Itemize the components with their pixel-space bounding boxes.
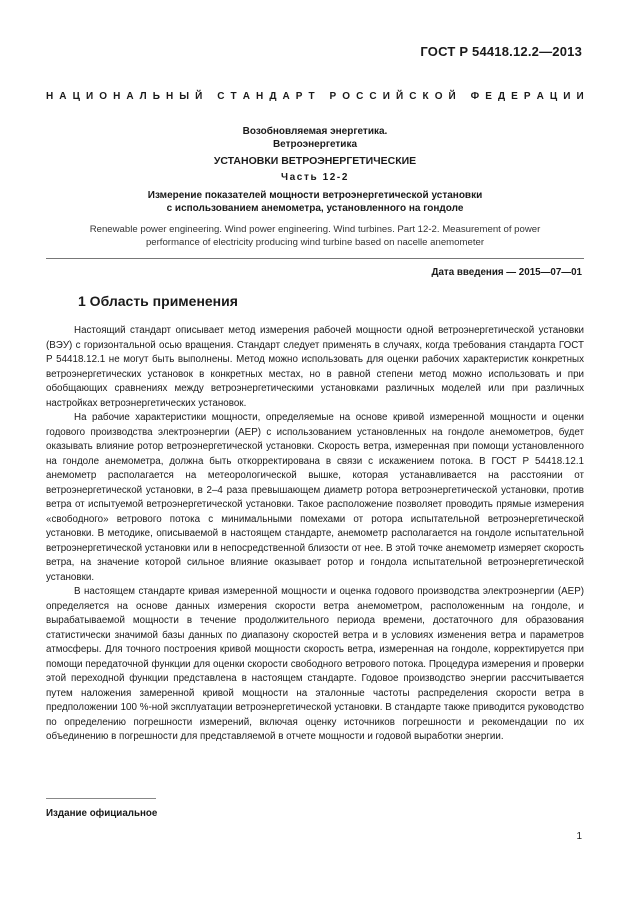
part-label: Часть 12-2 — [281, 172, 349, 183]
heading-letter: Н — [46, 91, 54, 102]
heading-letter: Л — [139, 91, 147, 102]
heading-letter: Ф — [470, 91, 480, 102]
heading-letter: А — [59, 91, 67, 102]
heading-letter: С — [217, 91, 225, 102]
footer-divider — [46, 798, 156, 799]
paragraph: В настоящем стандарте кривая измеренной мощности и оценка годового производства электроэнергии (АЕР) определяется на основе данных измерения скорости ветра анемометром, расположенным на гондоле, и вырабатываемой мощности в течение продолжительного периода времени, достаточного для образования статистически значимой базы данных по диапазону скоростей ветра и в условиях изменения ветра и параметров атмосферы. Для точного построения кривой мощности скорость ветра, измеренная на гондоле, корректируется при помощи передаточной функции для оценки скорости свободного ветрового потока. Процедура измерения и проверки этой переходной функции представлена в настоящем стандарте. Годовое производство энергии рассчитывается путем наложения замеренной кривой мощности на эталонные частоты распределения скорости ветра в предположении 100 %-ной эксплуатации ветроэнергетической установки. В стандарте также приводится руководство по определению погрешности измерений, включая оценку источников погрешности и рекомендации по их объединению в погрешности для представляемой в отчете мощности и годовой выработки энергии. — [46, 586, 584, 742]
official-edition-label: Издание официальное — [46, 808, 158, 819]
heading-letter: А — [536, 91, 544, 102]
heading-letter: А — [282, 91, 290, 102]
heading-letter: И — [563, 91, 571, 102]
title-line-1: Возобновляемая энергетика. — [242, 126, 388, 137]
heading-letter: Е — [511, 91, 518, 102]
title-line-2: Ветроэнергетика — [272, 139, 358, 150]
heading-letter: И — [576, 91, 584, 102]
paragraph: Настоящий стандарт описывает метод измерения рабочей мощности одной ветроэнергетической установки (ВЭУ) с горизонтальной осью вращения. Стандарт следует применять в случаях, когда требования стандарта ГОСТ Р 54418.12.1 не могут быть выполнены. Метод можно использовать для оценки рабочих характеристик конкретных ветроэнергетических установок в конкретных местах, но в равной степени метод можно использовать и при обобщающих сравнениях между ветроэнергетическими установками различных моделей или при различных настройках ветроэнергетических установок. — [46, 325, 584, 409]
national-standard-heading — [46, 91, 584, 102]
page-number: 1 — [576, 831, 582, 842]
heading-letter: Н — [166, 91, 174, 102]
heading-letter: О — [434, 91, 443, 102]
subtitle-line-1: Измерение показателей мощности ветроэнергетической установки — [147, 190, 483, 201]
heading-letter: А — [242, 91, 250, 102]
heading-letter: А — [126, 91, 134, 102]
document-code: ГОСТ Р 54418.12.2—2013 — [420, 44, 582, 59]
section-heading: 1 Область применения — [78, 293, 238, 309]
introduction-date: Дата введения — 2015—07—01 — [431, 267, 582, 278]
english-title-line-1: Renewable power engineering. Wind power engineering. Wind turbines. Part 12-2. Measurement of power — [89, 224, 541, 235]
heading-letter: С — [356, 91, 364, 102]
heading-letter: Е — [485, 91, 492, 102]
english-title-line-2: performance of electricity producing wind turbine based on nacelle anemometer — [145, 236, 485, 248]
heading-letter — [208, 91, 211, 102]
heading-letter: Н — [113, 91, 121, 102]
heading-letter: Ы — [179, 91, 190, 102]
heading-letter: Д — [269, 91, 277, 102]
heading-letter: Й — [395, 91, 404, 102]
heading-letter: Т — [230, 91, 237, 102]
heading-letter: Ц — [72, 91, 80, 102]
heading-letter: И — [85, 91, 94, 102]
heading-letter: Р — [329, 91, 337, 102]
divider — [46, 258, 584, 259]
heading-letter: Й — [448, 91, 456, 102]
heading-letter — [462, 91, 465, 102]
heading-letter: Р — [295, 91, 303, 102]
title-line-3: УСТАНОВКИ ВЕТРОЭНЕРГЕТИЧЕСКИЕ — [213, 155, 417, 167]
section-body — [46, 324, 584, 745]
subtitle-line-2: с использованием анемометра, установленного на гондоле — [166, 202, 464, 214]
heading-letter: И — [382, 91, 390, 102]
heading-letter: Р — [523, 91, 531, 102]
heading-letter — [321, 91, 324, 102]
heading-letter: С — [409, 91, 417, 102]
heading-letter: Д — [497, 91, 506, 102]
heading-letter: Ц — [549, 91, 558, 102]
heading-letter: Й — [195, 91, 203, 102]
heading-letter: О — [342, 91, 351, 102]
paragraph: На рабочие характеристики мощности, определяемые на основе кривой измеренной мощности и оценки годового производства электроэнергии (АЕР) с использованием установленных на гондоле анемометров, будет оказывать влияние ротор ветроэнергетической установки. Скорость ветра, измеренная при помощи установленного на гондоле анемометра, должна быть откорректирована в связи с искажением потока. В ГОСТ Р 54418.12.1 анемометр располагается на метеорологической вышке, которая устанавливается на расстоянии от ветроэнергетической установки, в 2–4 раза превышающем диаметр ротора ветроэнергетической установки, против ветра от испытуемой ветроэнергетической установки. Такое расположение позволяет проводить прямые измерения «свободного» ветрового потока с минимальными помехами от ротора испытательной ветроэнергетической установки. В методике, описываемой в настоящем стандарте, анемометр располагается на гондоле испытательной ветроэнергетической установки или в непосредственной близости от нее. В этой точке анемометр измеряет скорость ветра, на значение которой сильное влияние оказывает ротор и гондола испытательной ветроэнергетической установки. — [46, 412, 584, 583]
heading-letter: К — [422, 91, 429, 102]
heading-letter: С — [369, 91, 377, 102]
heading-letter: О — [99, 91, 107, 102]
subtitle — [46, 190, 584, 215]
heading-letter: Т — [308, 91, 315, 102]
heading-letter: Н — [256, 91, 264, 102]
english-title — [46, 224, 584, 249]
heading-letter: Ь — [152, 91, 160, 102]
